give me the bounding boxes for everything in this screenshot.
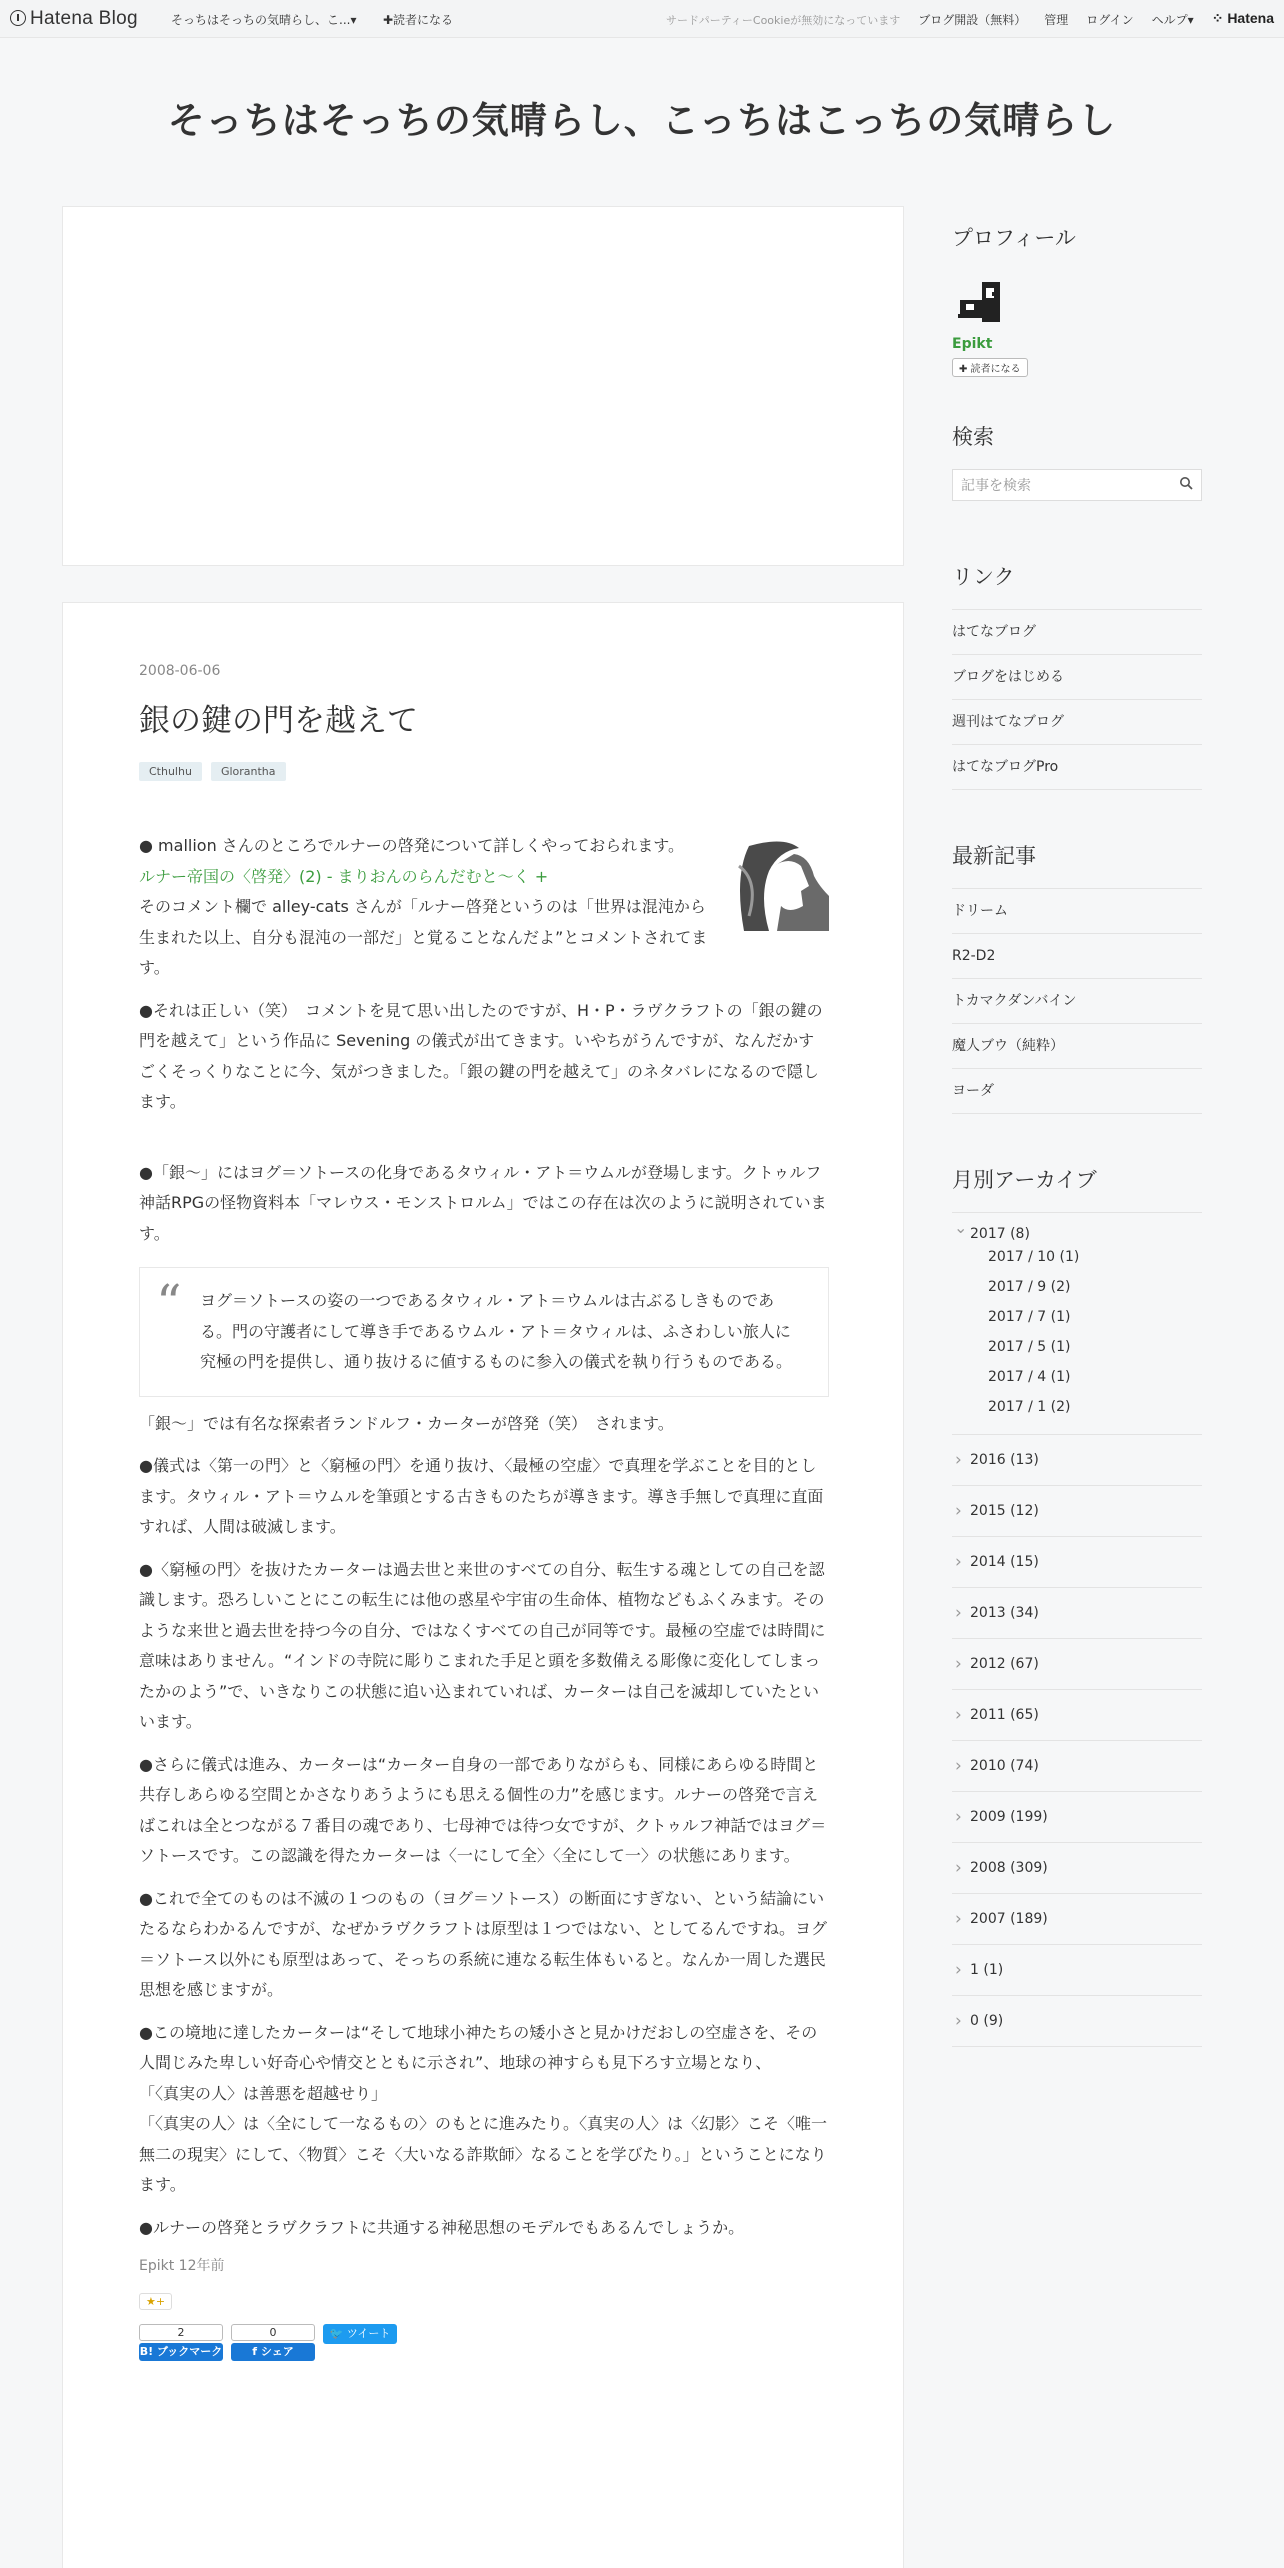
entry-author-meta[interactable]: Epikt 12年前 bbox=[139, 2258, 225, 2274]
paragraph: ●これで全てのものは不滅の１つのもの（ヨグ＝ソトース）の断面にすぎない、という結論にいたるならわかるんですが、なぜかラヴクラフトは原型は１つではない、としてるんですね。ヨグ＝ソトース以外にも原型はあって、そっちの系統に連なる転生体もいると。なんか一周した選民思想を感じますが。 bbox=[139, 1888, 828, 1999]
bookmark-label: B! ブックマーク bbox=[139, 2343, 223, 2361]
category-tag[interactable]: Cthulhu bbox=[139, 762, 202, 781]
profile-name[interactable]: Epikt bbox=[952, 336, 993, 352]
cookie-notice: サードパーティーCookieが無効になっています bbox=[665, 13, 901, 27]
archive-year[interactable]: › 2015 (12) bbox=[952, 1486, 1202, 1537]
paragraph: ●〈窮極の門〉を抜けたカーターは過去世と来世のすべての自分、転生する魂としての自己を認識します。恐ろしいことにこの転生には他の惑星や宇宙の生命体、植物などもふくみます。そのような来世と過去世を持つ今の自分、ではなくすべての自己が同等です。最極の空虚では時間に意味はありません。“インドの寺院に彫りこまれた手足と頭を多数備える彫像に変化してしまったかのよう”で、いきなりこの状態に追い込まれていれば、カーターは自己を滅却していたといいます。 bbox=[139, 1559, 826, 1731]
archive-month[interactable]: 2017 / 10 (1) bbox=[988, 1249, 1080, 1265]
archive-year[interactable]: › 2009 (199) bbox=[952, 1792, 1202, 1843]
archive-year[interactable]: › 2012 (67) bbox=[952, 1639, 1202, 1690]
sidebar bbox=[952, 222, 1202, 2047]
entry-body bbox=[139, 831, 829, 2243]
blog-title[interactable]: そっちはそっちの気晴らし、こっちはこっちの気晴らし bbox=[167, 99, 1117, 142]
login-link[interactable]: ログイン bbox=[1086, 13, 1134, 27]
list-item[interactable]: トカマクダンバイン bbox=[952, 979, 1202, 1024]
archive-year[interactable]: › 2011 (65) bbox=[952, 1690, 1202, 1741]
search-heading: 検索 bbox=[952, 425, 994, 449]
archive-month[interactable]: 2017 / 7 (1) bbox=[988, 1309, 1071, 1325]
admin-link[interactable]: 管理 bbox=[1044, 13, 1069, 27]
recent-list bbox=[952, 888, 1202, 1114]
entry-categories bbox=[139, 762, 829, 781]
list-item[interactable]: 魔人ブウ（純粋） bbox=[952, 1024, 1202, 1069]
archive-year[interactable]: › 2014 (15) bbox=[952, 1537, 1202, 1588]
list-item[interactable]: R2-D2 bbox=[952, 934, 1202, 979]
paragraph: ●この境地に達したカーターは“そして地球小神たちの矮小さと見かけだおしの空虚さを、その人間じみた卑しい好奇心や情交とともに示され”、地球の神すらも見下ろす立場となり、 「〈真実の人〉は善悪を超越せり」 「〈真実の人〉は〈全にして一なるもの〉のもとに進みたり。〈真実の人〉は〈幻影〉こそ〈唯一無二の現実〉にして、〈物質〉こそ〈大いなる詐欺師〉なることを学びたり。」ということになります。 bbox=[139, 2022, 828, 2194]
ad-space bbox=[62, 206, 904, 566]
archive-year[interactable]: › 0 (9) bbox=[952, 1996, 1202, 2047]
list-item[interactable]: はてなブログPro bbox=[952, 745, 1202, 790]
portrait-image bbox=[729, 836, 829, 936]
list-item[interactable]: 週刊はてなブログ bbox=[952, 700, 1202, 745]
paragraph: 「銀〜」では有名な探索者ランドルフ・カーターが啓発（笑） されます。 bbox=[139, 1413, 674, 1433]
archive-month[interactable]: 2017 / 9 (2) bbox=[988, 1279, 1071, 1295]
share-count: 0 bbox=[231, 2324, 315, 2341]
top-bar bbox=[0, 0, 1284, 38]
list-item[interactable]: ヨーダ bbox=[952, 1069, 1202, 1114]
archive-heading: 月別アーカイブ bbox=[952, 1168, 1097, 1192]
list-item[interactable]: はてなブログ bbox=[952, 610, 1202, 655]
links-heading: リンク bbox=[952, 565, 1015, 589]
list-item[interactable]: ブログをはじめる bbox=[952, 655, 1202, 700]
hatena-blog-logo[interactable]: Hatena Blog bbox=[10, 8, 138, 30]
share-label: f シェア bbox=[231, 2343, 315, 2361]
top-bar-right bbox=[666, 11, 1274, 28]
archive-year-open[interactable] bbox=[952, 1213, 1202, 1435]
archive-month[interactable]: 2017 / 5 (1) bbox=[988, 1339, 1071, 1355]
search-box[interactable] bbox=[952, 469, 1202, 501]
list-item[interactable]: ドリーム bbox=[952, 889, 1202, 934]
archive-year[interactable]: › 2016 (13) bbox=[952, 1435, 1202, 1486]
quote-mark-icon: “ bbox=[156, 1274, 182, 1332]
twitter-bird-icon: 🐦 bbox=[329, 2327, 344, 2340]
subscribe-button[interactable]: ✚読者になる bbox=[383, 13, 454, 27]
hatena-mark-icon: ⁘ bbox=[1211, 10, 1224, 26]
avatar[interactable] bbox=[952, 270, 1012, 330]
archive-year-label[interactable]: ⌄ 2017 (8) bbox=[970, 1226, 1030, 1242]
blockquote: “ ヨグ＝ソトースの姿の一つであるタウィル・アト＝ウムルは古ぶるしきものである。門の守護者にして導き手であるウムル・アト＝タウィルは、ふさわしい旅人に究極の門を提供し、通り抜けるに値するものに参入の儀式を執り行うものである。 bbox=[139, 1267, 829, 1397]
paragraph: ●「銀〜」にはヨグ＝ソトースの化身であるタウィル・アト＝ウムルが登場します。クトゥルフ神話RPGの怪物資料本「マレウス・モンストロルム」ではこの存在は次のように説明されています。 bbox=[139, 1162, 827, 1243]
search-input[interactable]: 記事を検索 bbox=[961, 478, 1031, 494]
links-list bbox=[952, 609, 1202, 790]
archive-year[interactable]: › 2013 (34) bbox=[952, 1588, 1202, 1639]
social-buttons bbox=[139, 2324, 829, 2361]
create-blog-link[interactable]: ブログ開設（無料） bbox=[918, 13, 1027, 27]
paragraph: ●儀式は〈第一の門〉と〈窮極の門〉を通り抜け、〈最極の空虚〉で真理を学ぶことを目的とします。タウィル・アト＝ウムルを筆頭とする古きものたちが導きます。導き手無しで真理に直面すれば、人間は破滅します。 bbox=[139, 1456, 824, 1536]
archive-month[interactable]: 2017 / 1 (2) bbox=[988, 1399, 1071, 1415]
profile-heading: プロフィール bbox=[952, 226, 1076, 250]
paragraph: ●ルナーの啓発とラヴクラフトに共通する神秘思想のモデルでもあるんでしょうか。 bbox=[139, 2217, 745, 2237]
facebook-share-button[interactable] bbox=[231, 2324, 315, 2361]
entry-date[interactable]: 2008-06-06 bbox=[139, 663, 221, 679]
category-tag[interactable]: Glorantha bbox=[211, 762, 286, 781]
archive-year[interactable]: › 2008 (309) bbox=[952, 1843, 1202, 1894]
search-icon[interactable] bbox=[1179, 476, 1193, 494]
paragraph: ●それは正しい（笑） コメントを見て思い出したのですが、H・P・ラヴクラフトの「銀の鍵の門を越えて」という作品に Sevening の儀式が出てきます。いやちがうんですが、なんだかすごくそっくりなことに今、気がつきました。「銀の鍵の門を越えて」のネタバレになるので隠します。 bbox=[139, 1000, 823, 1111]
blog-name-dropdown[interactable]: そっちはそっちの気晴らし、こ...▾ bbox=[171, 13, 357, 27]
hatena-logo[interactable]: ⁘ Hatena bbox=[1211, 10, 1274, 26]
archive-year[interactable]: › 2007 (189) bbox=[952, 1894, 1202, 1945]
bookmark-count: 2 bbox=[139, 2324, 223, 2341]
recent-heading: 最新記事 bbox=[952, 844, 1036, 868]
archive-month[interactable]: 2017 / 4 (1) bbox=[988, 1369, 1071, 1385]
archive-year[interactable]: › 2010 (74) bbox=[952, 1741, 1202, 1792]
add-star-button[interactable]: ★+ bbox=[139, 2293, 172, 2310]
entry-article bbox=[62, 602, 904, 2568]
paragraph: ●さらに儀式は進み、カーターは“カーター自身の一部でありながらも、同様にあらゆる時間と共存しあらゆる空間とかさなりあうようにも思える個性の力”を感じます。ルナーの啓発で言えばこれは全とつながる７番目の魂であり、七母神では待つ女ですが、クトゥルフ神話ではヨグ＝ソトースです。この認識を得たカーターは〈一にして全〉〈全にして一〉の状態にあります。 bbox=[139, 1754, 827, 1865]
archive-list bbox=[952, 1212, 1202, 2047]
lunar-enlightenment-link[interactable]: ルナー帝国の〈啓発〉(2) - まりおんのらんだむと〜く + bbox=[139, 866, 549, 886]
hatena-logo-icon bbox=[10, 10, 26, 26]
help-dropdown[interactable]: ヘルプ▾ bbox=[1151, 13, 1194, 27]
bookmark-button[interactable] bbox=[139, 2324, 223, 2361]
paragraph: ● mallion さんのところでルナーの啓発について詳しくやっておられます。 ルナー帝国の〈啓発〉(2) - まりおんのらんだむと〜く + そのコメント欄で alley-cats さんが「ルナー啓発というのは「世界は混沌から生まれた以上、自分も混沌の一部だ」と覚ることなんだよ”とコメントされてます。 bbox=[139, 836, 708, 977]
archive-year[interactable]: › 1 (1) bbox=[952, 1945, 1202, 1996]
tweet-button[interactable]: 🐦 ツイート bbox=[323, 2324, 397, 2344]
entry-title[interactable]: 銀の鍵の門を越えて bbox=[139, 703, 418, 739]
profile-subscribe-button[interactable]: ✚ 読者になる bbox=[952, 358, 1028, 377]
